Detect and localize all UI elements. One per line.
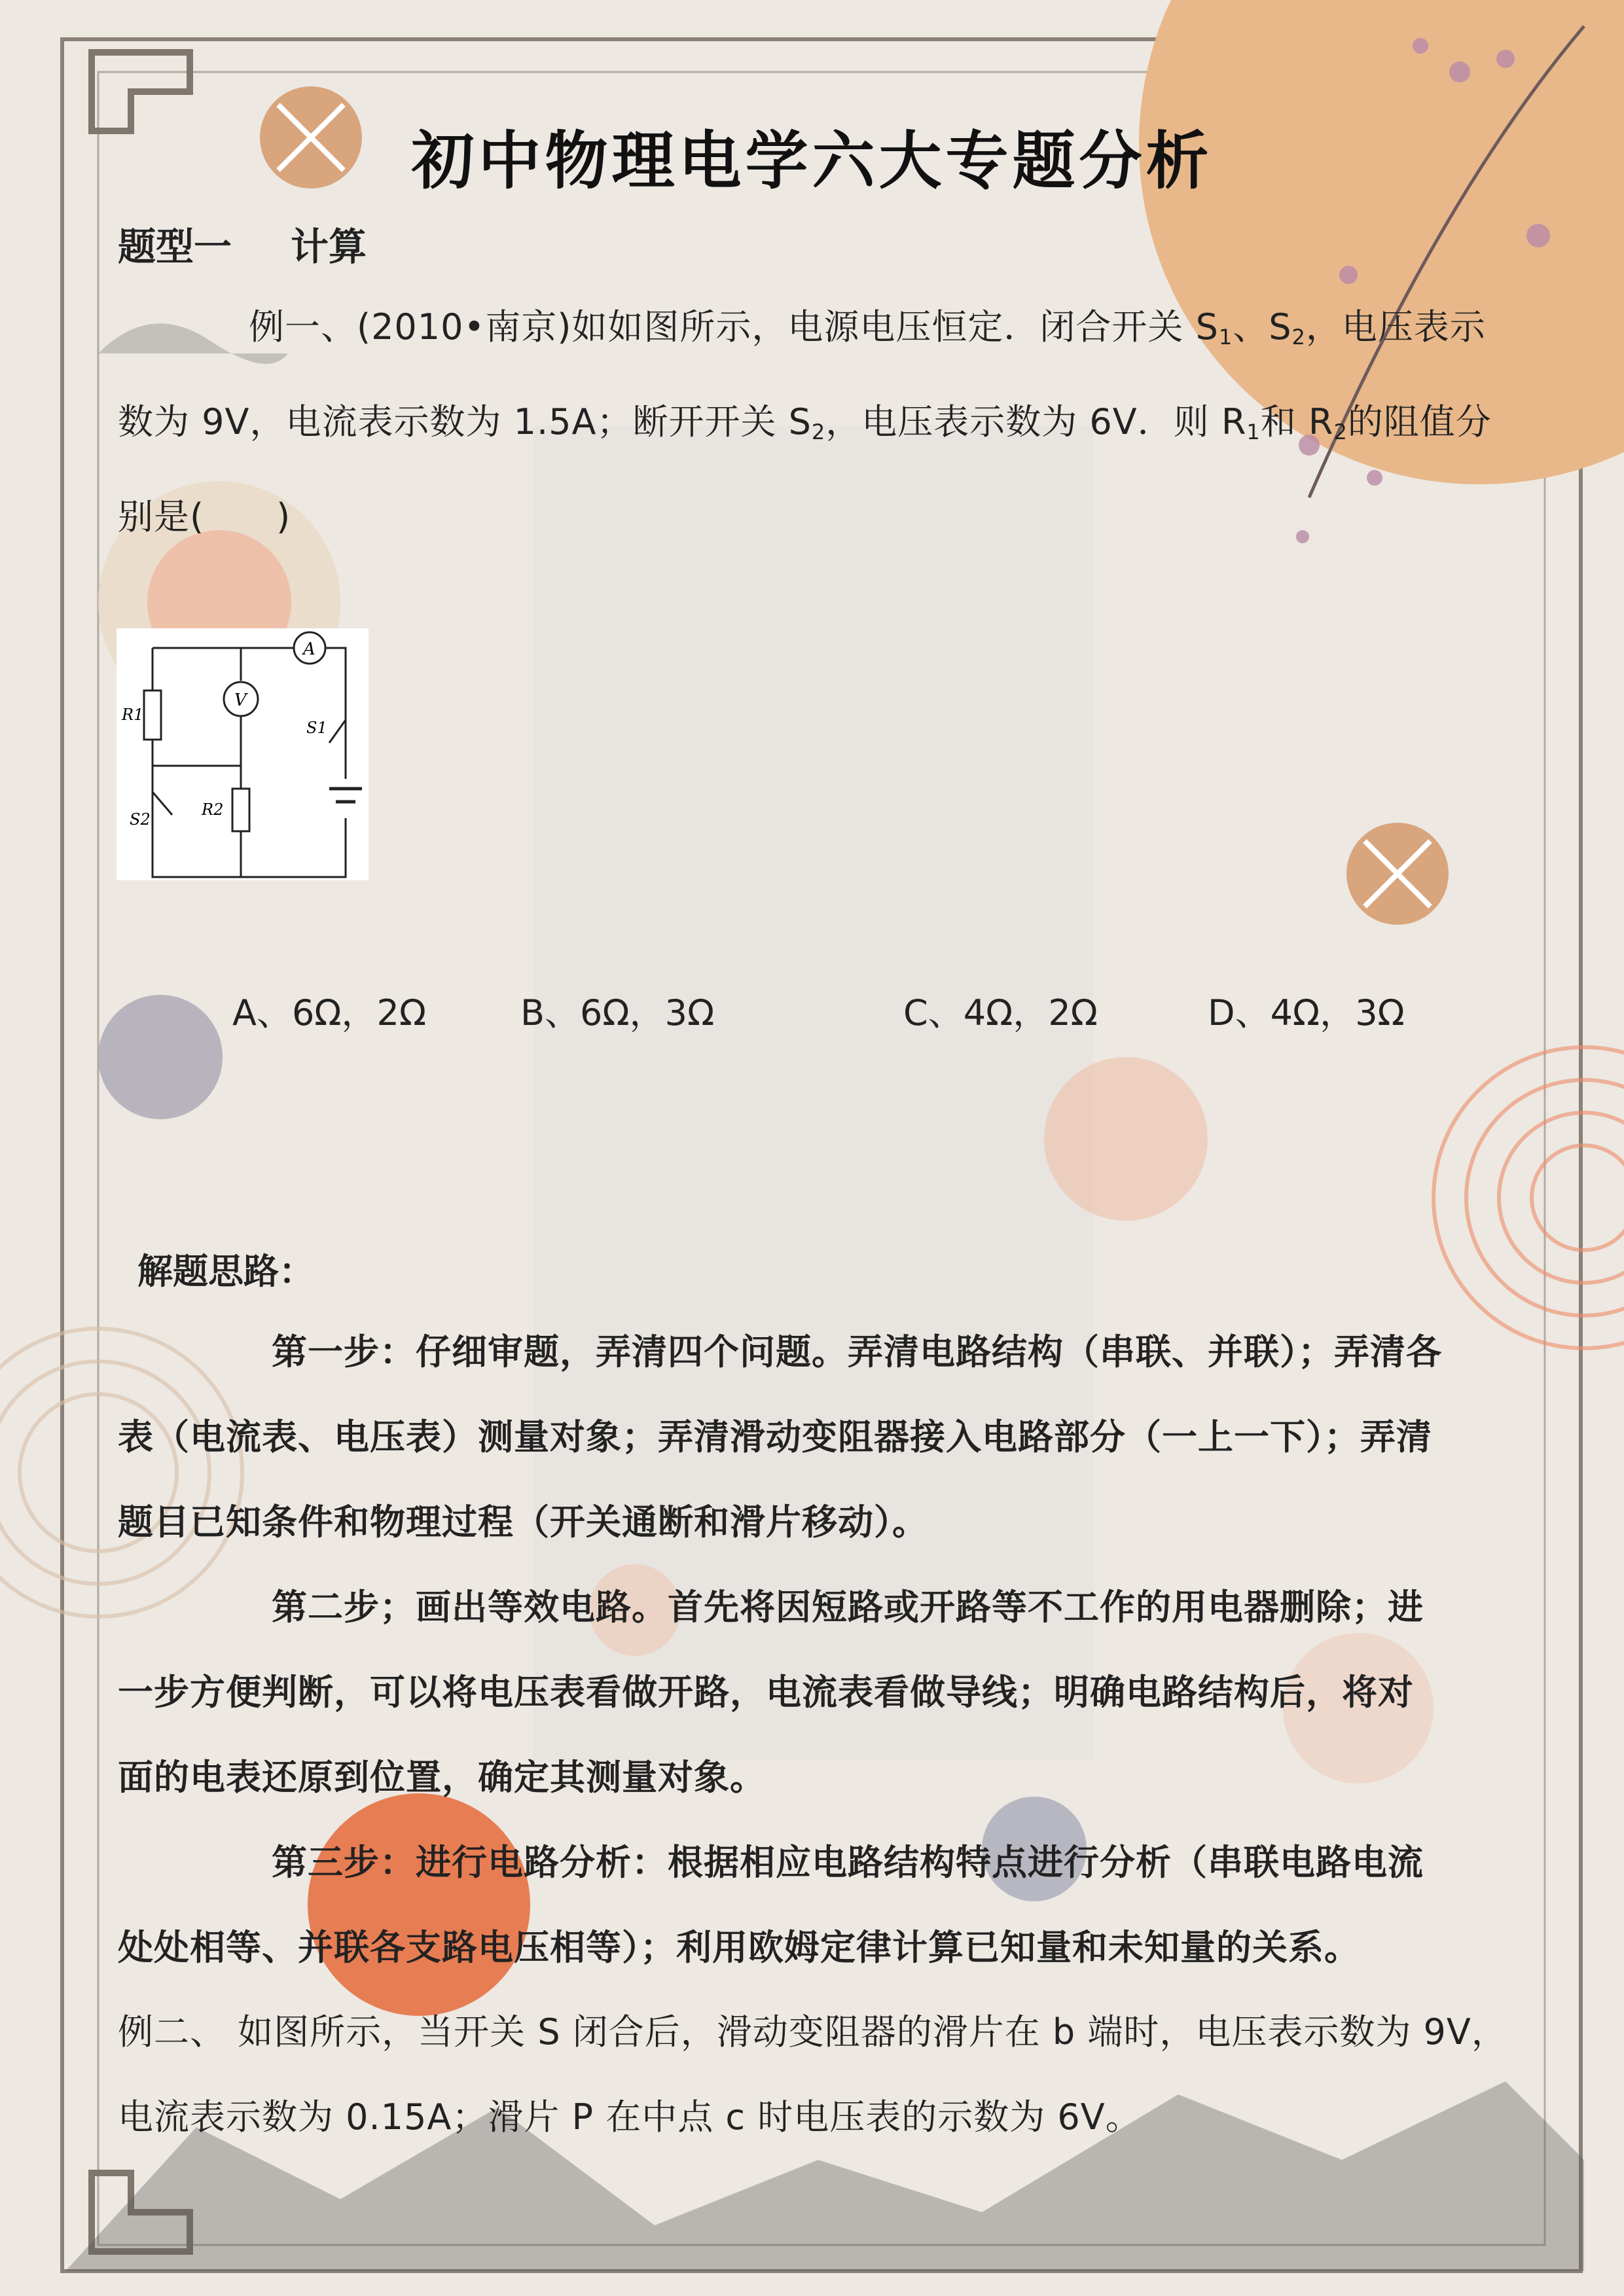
- s1-label: S1: [306, 719, 327, 737]
- thinking-steps: [118, 1309, 1512, 1990]
- thinking-heading: 解题思路：: [137, 1250, 314, 1292]
- step3-line1: 第三步：进行电路分析：根据相应电路结构特点进行分析（串联电路电流: [272, 1841, 1424, 1883]
- example1-paragraph: [118, 285, 1512, 560]
- example2-paragraph: [118, 1990, 1512, 2160]
- step2-line1: 第二步；画出等效电路。首先将因短路或开路等不工作的用电器删除；进: [272, 1586, 1424, 1628]
- section-heading: [118, 216, 425, 271]
- r2-label: R2: [202, 800, 224, 819]
- option-d: D、4Ω，3Ω: [1208, 992, 1405, 1033]
- s2-label: S2: [130, 810, 151, 829]
- ammeter-label: A: [303, 639, 316, 659]
- page-title: 初中物理电学六大专题分析: [411, 124, 1213, 198]
- step3-line2: 处处相等、并联各支路电压相等）；利用欧姆定律计算已知量和未知量的关系。: [118, 1926, 1360, 1968]
- step1-line3: 题目已知条件和物理过程（开关通断和滑片移动）。: [118, 1501, 928, 1543]
- voltmeter-label: V: [234, 691, 247, 710]
- step1-line1: 第一步：仔细审题，弄清四个问题。弄清电路结构（串联、并联）；弄清各: [272, 1331, 1442, 1372]
- option-b: B、6Ω，3Ω: [520, 992, 715, 1033]
- step2-line2: 一步方便判断，可以将电压表看做开路，电流表看做导线；明确电路结构后，将对: [118, 1671, 1414, 1713]
- section-name: 计算: [291, 224, 367, 269]
- example2-line1: 例二、 如图所示，当开关 S 闭合后，滑动变阻器的滑片在 b 端时，电压表示数为 9V，: [118, 2011, 1507, 2053]
- example1-line1: 例一、(2010•南京)如如图所示，电源电压恒定．闭合开关 $S_1$、$S_2$，电压表示: [249, 306, 1486, 350]
- section-label: 题型一: [118, 224, 232, 269]
- example2-line2: 电流表示数为 0.15A；滑片 P 在中点 c 时电压表的示数为 6V。: [118, 2096, 1142, 2138]
- r1-label: R1: [122, 706, 144, 724]
- example1-line3: 别是( ): [118, 496, 291, 537]
- circuit-diagram: [117, 628, 369, 880]
- option-a: A、6Ω，2Ω: [232, 992, 427, 1033]
- example1-line2: 数为 9V，电流表示数为 1.5A；断开开关 $S_2$，电压表示数为 6V．则 $R_1$和 $R_2$的阻值分: [118, 401, 1492, 444]
- step2-line3: 面的电表还原到位置，确定其测量对象。: [118, 1756, 766, 1798]
- option-c: C、4Ω，2Ω: [903, 992, 1098, 1033]
- step1-line2: 表（电流表、电压表）测量对象；弄清滑动变阻器接入电路部分（一上一下）；弄清: [118, 1416, 1432, 1458]
